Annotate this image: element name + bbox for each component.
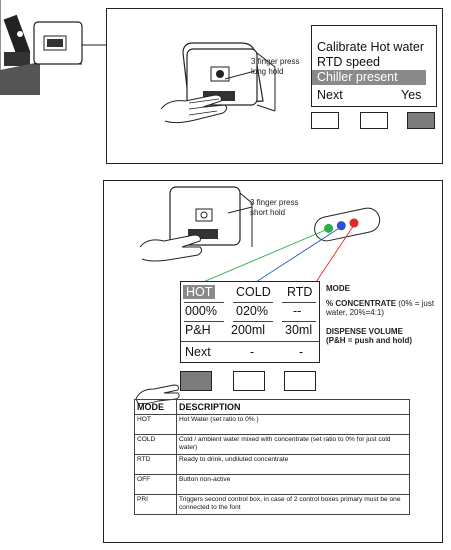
display-rtd-volume: 30ml	[285, 323, 313, 337]
mode-button-left[interactable]	[180, 371, 212, 391]
gesture-label-line1: 3 finger press	[251, 57, 300, 66]
divider	[184, 321, 224, 322]
table-row	[135, 435, 410, 455]
table-cell-mode: OFF	[135, 475, 177, 495]
gesture-label-line2: short hold	[250, 208, 286, 217]
display-hot[interactable]: HOT	[183, 285, 215, 299]
table-cell-mode: RTD	[135, 455, 177, 475]
divider	[181, 341, 319, 342]
display-dash-1: -	[250, 345, 255, 359]
table-header-description: DESCRIPTION	[177, 400, 410, 415]
mode-title: MODE	[326, 284, 350, 293]
menu-item-calibrate[interactable]: Calibrate Hot water	[317, 40, 424, 54]
concentrate-note	[326, 299, 442, 317]
button-right[interactable]	[407, 112, 435, 129]
concentrate-detail: (0% = just water, 20%=4:1)	[326, 299, 435, 317]
table-cell-mode: HOT	[135, 415, 177, 435]
table-row	[135, 475, 410, 495]
table-header-row	[135, 400, 410, 415]
table-cell-description: Button non-active	[177, 475, 410, 495]
gesture-label-line2: long hold	[251, 67, 284, 76]
display-dash-2: -	[299, 345, 304, 359]
menu-display	[311, 25, 437, 107]
divider	[282, 321, 316, 322]
display-cold-volume: 200ml	[231, 323, 266, 337]
divider	[184, 302, 224, 303]
table-row	[135, 455, 410, 475]
volume-title: DISPENSE VOLUME	[326, 327, 403, 336]
mode-button-right[interactable]	[284, 371, 316, 391]
gesture-label-line1: 3 finger press	[250, 198, 299, 207]
button-left[interactable]	[311, 112, 339, 129]
button-middle[interactable]	[360, 112, 388, 129]
top-panel	[106, 8, 443, 164]
divider	[233, 321, 273, 322]
menu-footer-yes[interactable]: Yes	[401, 88, 422, 102]
divider	[282, 302, 316, 303]
display-cold-ratio: 020%	[236, 304, 268, 318]
menu-item-chiller-present[interactable]: Chiller present	[312, 70, 426, 85]
display-next[interactable]: Next	[185, 345, 211, 359]
table-cell-description: Ready to drink, undiluted concentrate	[177, 455, 410, 475]
table-row	[135, 415, 410, 435]
menu-footer-next[interactable]: Next	[317, 88, 343, 102]
display-hot-ratio: 000%	[185, 304, 217, 318]
divider	[233, 302, 273, 303]
table-cell-description: Cold / ambient water mixed with concentrate (set ratio to 0% for just cold water)	[177, 435, 410, 455]
table-header-mode: MODE	[135, 400, 177, 415]
machine-thumbnail	[0, 0, 110, 95]
display-rtd-ratio: --	[293, 304, 302, 318]
mode-button-middle[interactable]	[233, 371, 265, 391]
table-row	[135, 495, 410, 515]
concentrate-title: % CONCENTRATE	[326, 299, 397, 308]
mode-description-table	[134, 399, 410, 515]
table-cell-description: Triggers second control box, in case of 2 control boxes primary must be one connected to the font	[177, 495, 410, 515]
dispenser-long-hold-illustration	[159, 39, 309, 134]
display-cold[interactable]: COLD	[236, 285, 271, 299]
menu-item-rtd-speed[interactable]: RTD speed	[317, 55, 380, 69]
display-hot-volume: P&H	[185, 323, 211, 337]
display-rtd[interactable]: RTD	[287, 285, 313, 299]
table-cell-mode: PRI	[135, 495, 177, 515]
mode-display	[180, 281, 320, 363]
table-cell-description: Hot Water (set ratio to 0% )	[177, 415, 410, 435]
table-cell-mode: COLD	[135, 435, 177, 455]
volume-note: (P&H = push and hold)	[326, 336, 412, 345]
bottom-panel	[103, 180, 443, 543]
